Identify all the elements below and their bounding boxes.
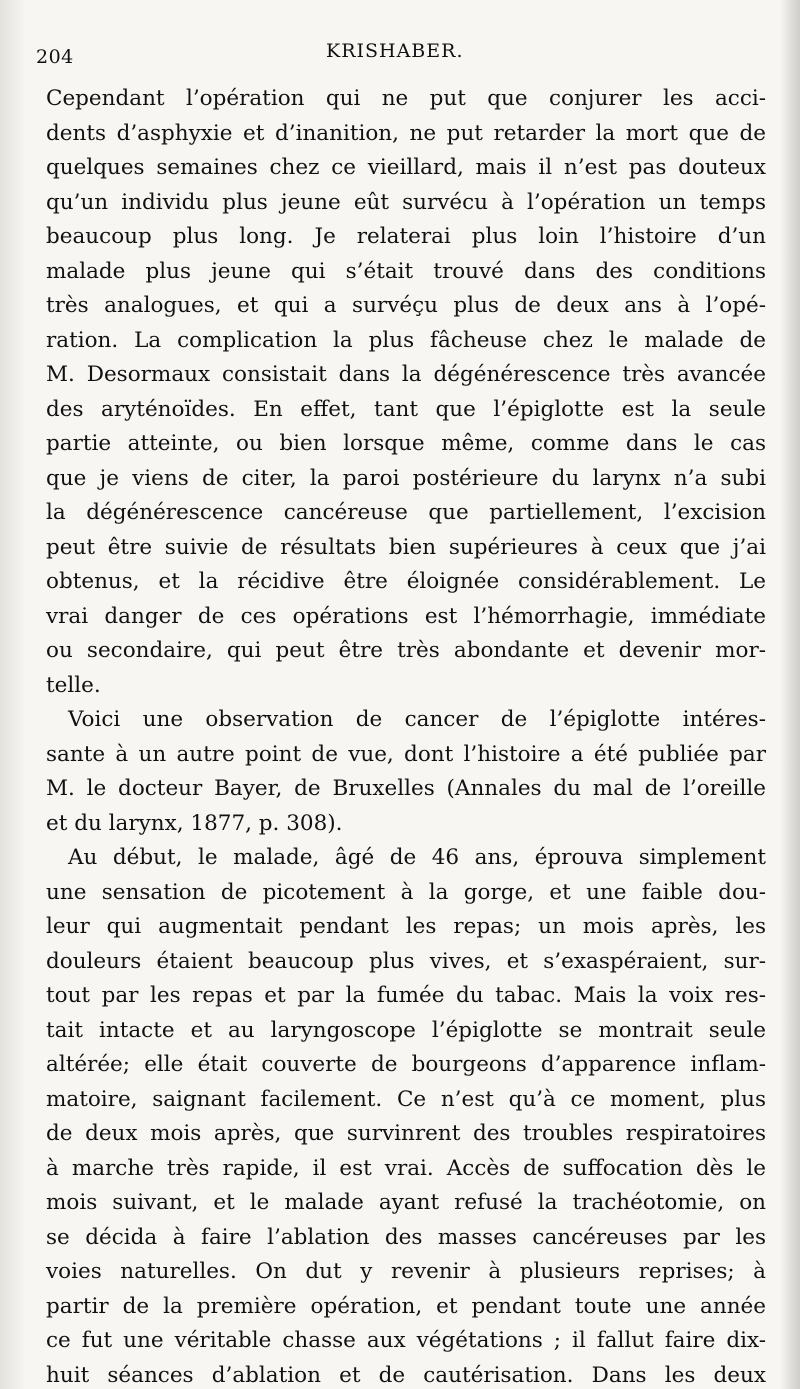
text-line: la dégénérescence cancéreuse que partiellement, l’excision <box>46 500 766 525</box>
text-line: quelques semaines chez ce vieillard, mais il n’est pas douteux <box>46 155 766 180</box>
text-line: Au début, le malade, âgé de 46 ans, éprouva simplement <box>68 845 766 870</box>
text-line: se décida à faire l’ablation des masses cancéreuses par les <box>46 1224 766 1250</box>
text-line: ce fut une véritable chasse aux végétations ; il fallut faire dix- <box>46 1328 766 1353</box>
text-line: très analogues, et qui a survéçu plus de deux ans à l’opé- <box>46 293 766 318</box>
text-line: à marche très rapide, il est vrai. Accès de suffocation dès le <box>46 1155 766 1181</box>
text-line: mois suivant, et le malade ayant refusé la trachéotomie, on <box>46 1190 766 1215</box>
text-line: beaucoup plus long. Je relaterai plus loin l’histoire d’un <box>46 224 766 249</box>
text-line: que je viens de citer, la paroi postérieure du larynx n’a subi <box>46 465 766 491</box>
text-line: malade plus jeune qui s’était trouvé dans des conditions <box>46 258 766 284</box>
text-line: partir de la première opération, et pendant toute une année <box>46 1293 766 1319</box>
text-line: Cependant l’opération qui ne put que conjurer les acci- <box>46 86 766 111</box>
body-text <box>46 82 766 1389</box>
text-line: des aryténoïdes. En effet, tant que l’épiglotte est la seule <box>46 396 766 422</box>
text-line: ou secondaire, qui peut être très abondante et devenir mor- <box>46 638 766 663</box>
text-line: M. le docteur Bayer, de Bruxelles (Annales du mal de l’oreille <box>46 776 766 801</box>
text-line: ration. La complication la plus fâcheuse chez le malade de <box>46 327 766 353</box>
text-line: vrai danger de ces opérations est l’hémorrhagie, immédiate <box>46 603 766 629</box>
text-line: M. Desormaux consistait dans la dégénérescence très avancée <box>46 362 766 387</box>
text-line: qu’un individu plus jeune eût survécu à l’opération un temps <box>46 189 766 215</box>
text-line: tait intacte et au laryngoscope l’épiglotte se montrait seule <box>46 1017 766 1043</box>
text-line: matoire, saignant facilement. Ce n’est qu’à ce moment, plus <box>46 1086 766 1112</box>
text-line: peut être suivie de résultats bien supérieures à ceux que j’ai <box>46 534 766 560</box>
text-line: une sensation de picotement à la gorge, et une faible dou- <box>46 879 766 905</box>
text-line: Voici une observation de cancer de l’épiglotte intéres- <box>68 707 766 732</box>
text-line: huit séances d’ablation et de cautérisation. Dans les deux <box>46 1362 766 1388</box>
text-line: tout par les repas et par la fumée du tabac. Mais la voix res- <box>46 983 766 1008</box>
text-line: voies naturelles. On dut y revenir à plusieurs reprises; à <box>46 1259 766 1284</box>
text-line: partie atteinte, ou bien lorsque même, comme dans le cas <box>46 431 766 456</box>
text-line: et du larynx, 1877, p. 308). <box>46 810 343 836</box>
text-line: de deux mois après, que survinrent des troubles respiratoires <box>46 1121 766 1146</box>
page-number: 204 <box>36 46 74 68</box>
text-line: altérée; elle était couverte de bourgeons d’apparence inflam- <box>46 1052 766 1077</box>
text-line: telle. <box>46 672 101 698</box>
text-line: dents d’asphyxie et d’inanition, ne put retarder la mort que de <box>46 120 766 146</box>
running-head: KRISHABER. <box>326 40 464 62</box>
text-line: obtenus, et la récidive être éloignée considérablement. Le <box>46 569 766 594</box>
page-header <box>36 40 760 70</box>
text-line: sante à un autre point de vue, dont l’histoire a été publiée par <box>46 741 766 767</box>
text-line: douleurs étaient beaucoup plus vives, et s’exaspéraient, sur- <box>46 948 766 974</box>
text-line: leur qui augmentait pendant les repas; un mois après, les <box>46 914 766 939</box>
